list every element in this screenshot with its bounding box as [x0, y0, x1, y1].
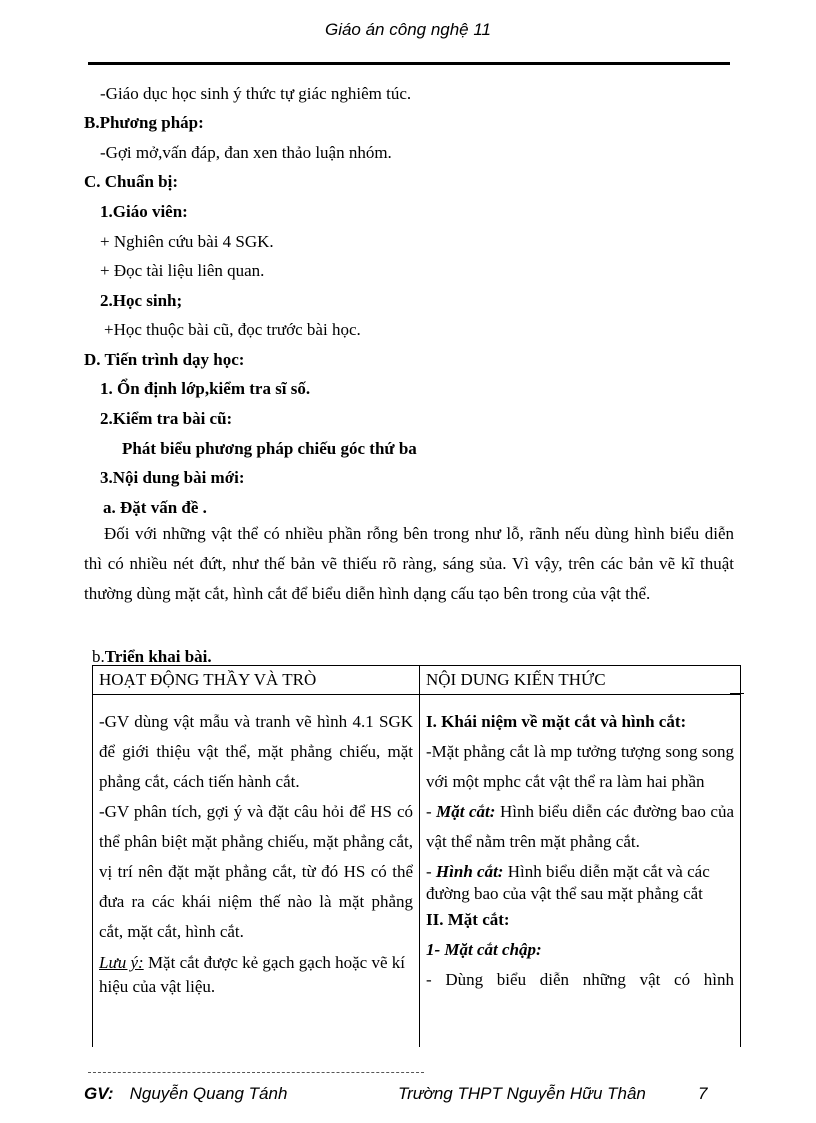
teacher-heading: 1.Giáo viên: — [100, 202, 188, 221]
content-heading-3-text: 1- Mặt cắt chập: — [426, 940, 542, 959]
step-2-heading: 2.Kiểm tra bài cũ: — [100, 409, 233, 428]
col-header-activities: HOẠT ĐỘNG THẦY VÀ TRÒ — [93, 666, 420, 695]
content-p4: - Dùng biểu diễn những vật có hình — [426, 970, 734, 989]
method-line: -Gợi mở,vấn đáp, đan xen thảo luận nhóm. — [100, 143, 392, 162]
note-text: Mặt cắt được kẻ gạch gạch hoặc vẽ kí hiệu của vật liệu. — [99, 953, 405, 996]
note-label: Lưu ý: — [99, 953, 144, 972]
student-heading: 2.Học sinh; — [100, 291, 183, 310]
content-p2 — [426, 797, 734, 857]
table-header-extension — [730, 693, 744, 694]
review-question: Phát biểu phương pháp chiếu góc thứ ba — [122, 439, 417, 458]
footer-teacher — [84, 1084, 287, 1104]
activity-p1: -GV dùng vật mẫu và tranh vẽ hình 4.1 SGK để giới thiệu vật thể, mặt phẳng chiếu, mặt phẳng cắt, cách tiến hành cắt. — [99, 712, 413, 791]
content-p3-text: Hình biểu diễn mặt cắt và các đường bao của vật thể sau mặt phẳng cắt — [426, 862, 710, 903]
objective-line: -Giáo dục học sinh ý thức tự giác nghiêm túc. — [100, 84, 412, 103]
step-3-heading: 3.Nội dung bài mới: — [100, 468, 245, 487]
activity-note — [99, 951, 413, 999]
step-b-title: Triển khai bài. — [104, 647, 212, 666]
content-heading-2: II. Mặt cắt: — [426, 910, 510, 929]
section-c-heading: C. Chuẩn bị: — [84, 172, 179, 191]
page-number: 7 — [698, 1084, 708, 1103]
section-b-heading: B.Phương pháp: — [84, 113, 204, 132]
footer-school: Trường THPT Nguyễn Hữu Thân — [398, 1084, 646, 1103]
section-d-heading: D. Tiến trình dạy học: — [84, 350, 245, 369]
content-p2-text: Hình biểu diễn các đường bao của vật thể nằm trên mặt phẳng cắt. — [426, 802, 734, 851]
student-item-1: +Học thuộc bài cũ, đọc trước bài học. — [104, 320, 361, 339]
step-b-heading — [92, 647, 212, 667]
term-hinh-cat: Hình cắt: — [435, 862, 504, 881]
col-header-content: NỘI DUNG KIẾN THỨC — [420, 666, 741, 695]
teacher-item-1: + Nghiên cứu bài 4 SGK. — [100, 232, 274, 251]
term-mat-cat: Mặt cắt: — [436, 802, 496, 821]
footer-teacher-name: Nguyễn Quang Tánh — [129, 1084, 288, 1103]
teacher-item-2: + Đọc tài liệu liên quan. — [100, 261, 265, 280]
activities-cell — [93, 695, 420, 1048]
footer-divider — [88, 1072, 424, 1073]
step-1-heading: 1. Ổn định lớp,kiểm tra sĩ số. — [100, 379, 311, 398]
content-p3 — [426, 861, 734, 905]
activity-p2: -GV phân tích, gợi ý và đặt câu hỏi để HS có thể phân biệt mặt phẳng chiếu, mặt phẳng cắt, vị trí nên đặt mặt phẳng cắt, từ đó HS có thể đưa ra các khái niệm thế nào là mặt phẳng cắt, mặt cắt, hình cắt. — [99, 802, 413, 941]
intro-paragraph: Đối với những vật thể có nhiều phần rỗng bên trong như lỗ, rãnh nếu dùng hình biểu diễn thì có nhiều nét đứt, như thế bản vẽ thiếu rõ ràng, sáng sủa. Vì vậy, trên các bản vẽ kĩ thuật thường dùng mặt cắt, hình cắt để biểu diễn hình dạng cấu tạo bên trong của vật thể. — [84, 524, 734, 603]
lesson-table — [92, 665, 741, 1047]
step-b-prefix: b. — [92, 647, 105, 666]
header-divider — [88, 62, 730, 65]
page-header: Giáo án công nghệ 11 — [324, 20, 492, 39]
content-p2-dash: - — [426, 802, 437, 821]
content-p1: -Mặt phẳng cắt là mp tưởng tượng song song với một mphc cắt vật thể ra làm hai phần — [426, 742, 734, 791]
table-header-row — [93, 666, 741, 695]
content-heading-3 — [426, 935, 734, 965]
footer-gv-label: GV: — [84, 1084, 114, 1103]
content-p3-dash: - — [426, 862, 436, 881]
content-cell — [420, 695, 741, 1048]
step-a-heading: a. Đặt vấn đề . — [103, 498, 207, 517]
table-row — [93, 695, 741, 1048]
content-heading-1: I. Khái niệm về mặt cắt và hình cắt: — [426, 712, 687, 731]
